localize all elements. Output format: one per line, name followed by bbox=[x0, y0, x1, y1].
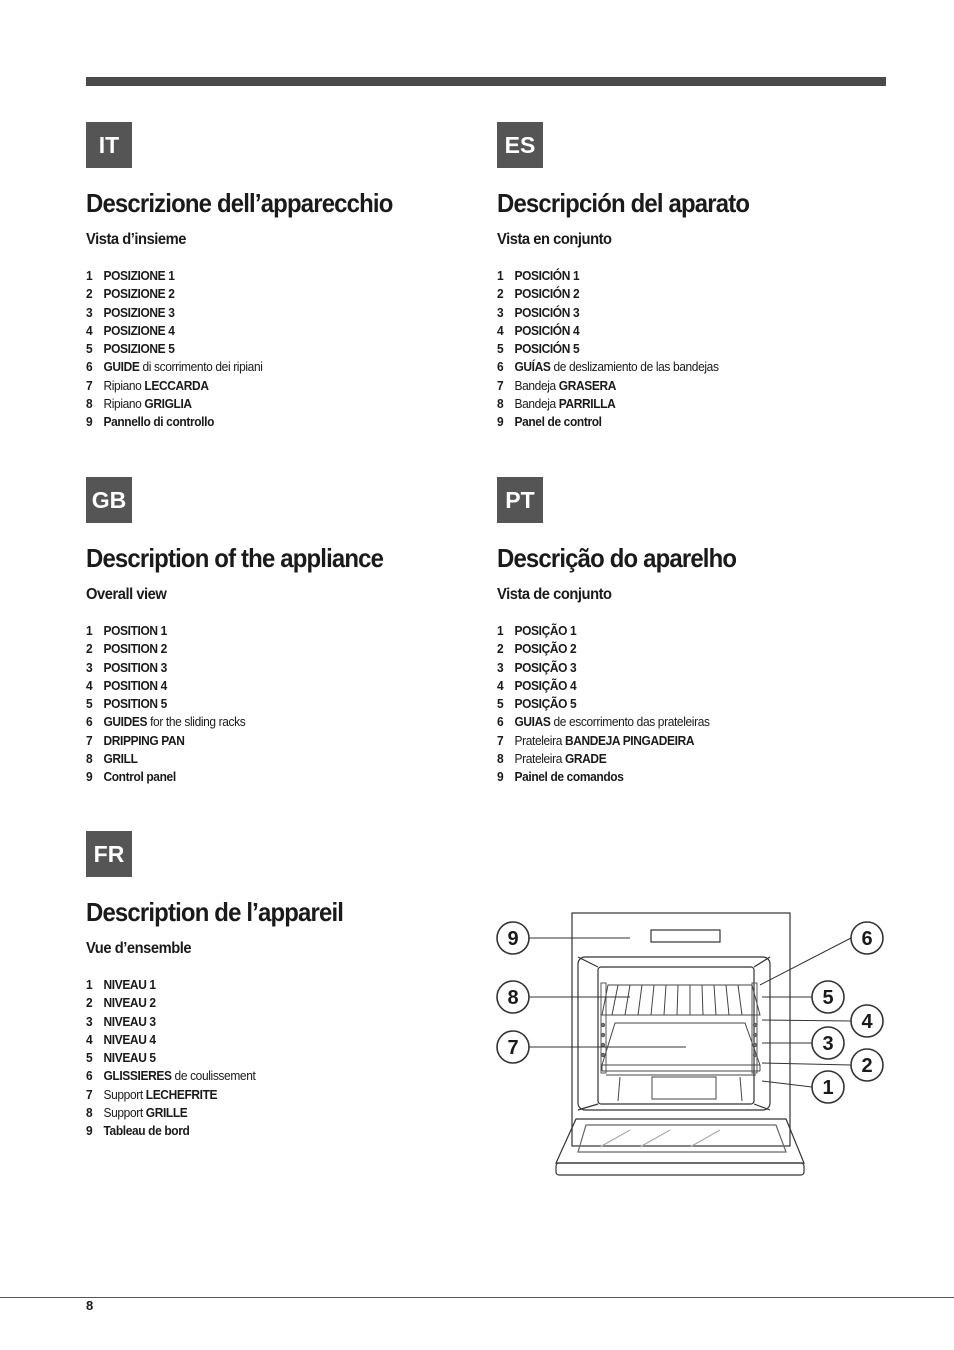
item-label: POSICIÓN 1 bbox=[514, 268, 580, 283]
item-number: 8 bbox=[497, 750, 504, 766]
list-item bbox=[86, 768, 472, 786]
item-label: POSICIÓN 2 bbox=[514, 286, 580, 302]
item-label: DRIPPING PAN bbox=[103, 732, 185, 748]
item-prefix: Prateleira bbox=[514, 750, 565, 766]
item-number: 8 bbox=[497, 395, 504, 411]
callout-label: 4 bbox=[861, 1011, 873, 1033]
item-label: GLISSIERES bbox=[103, 1068, 172, 1084]
item-number: 6 bbox=[497, 714, 504, 730]
item-number: 5 bbox=[86, 696, 93, 711]
item-number: 9 bbox=[86, 1123, 93, 1138]
item-description: di scorrimento dei ripiani bbox=[139, 359, 263, 375]
section-subtitle-pt: Vista de conjunto bbox=[497, 586, 612, 603]
section-title-gb: Description of the appliance bbox=[86, 543, 384, 573]
item-number: 9 bbox=[497, 769, 504, 784]
list-item bbox=[86, 1086, 472, 1104]
item-label: POSIZIONE 4 bbox=[103, 322, 175, 338]
section-es bbox=[497, 122, 917, 431]
item-number: 7 bbox=[86, 377, 93, 393]
item-label: POSIZIONE 1 bbox=[103, 268, 175, 283]
list-item bbox=[497, 659, 883, 677]
item-label: GRILLE bbox=[145, 1104, 188, 1120]
section-subtitle-it: Vista d’insieme bbox=[86, 231, 187, 248]
item-label: BANDEJA PINGADEIRA bbox=[564, 732, 695, 748]
item-prefix: Prateleira bbox=[514, 732, 565, 748]
item-number: 5 bbox=[497, 696, 504, 711]
item-number: 3 bbox=[497, 659, 504, 675]
item-label: GRIGLIA bbox=[144, 395, 192, 411]
item-number: 5 bbox=[86, 1050, 93, 1065]
item-description: de escorrimento das prateleiras bbox=[550, 714, 710, 730]
section-title-es: Descripción del aparato bbox=[497, 188, 750, 218]
item-number: 1 bbox=[86, 977, 93, 992]
section-pt bbox=[497, 477, 917, 786]
item-number: 2 bbox=[86, 641, 93, 657]
item-label: POSIÇÃO 3 bbox=[514, 659, 577, 675]
item-description: de coulissement bbox=[171, 1068, 256, 1084]
section-title-pt: Descrição do aparelho bbox=[497, 543, 737, 573]
item-label: POSIZIONE 2 bbox=[103, 286, 175, 302]
item-label: POSICIÓN 5 bbox=[514, 341, 580, 356]
control-panel-display bbox=[651, 930, 720, 942]
item-label: POSITION 1 bbox=[103, 623, 167, 638]
list-item bbox=[86, 622, 472, 640]
list-item bbox=[86, 395, 472, 413]
item-number: 4 bbox=[497, 677, 504, 693]
item-list-es bbox=[497, 267, 917, 431]
item-label: NIVEAU 4 bbox=[103, 1031, 156, 1047]
grill-rack bbox=[602, 985, 760, 1015]
item-number: 4 bbox=[497, 322, 504, 338]
item-label: NIVEAU 2 bbox=[103, 995, 156, 1011]
list-item bbox=[86, 994, 472, 1012]
list-item bbox=[497, 713, 883, 731]
oven-door bbox=[556, 1119, 804, 1175]
list-item bbox=[497, 677, 883, 695]
list-item bbox=[497, 340, 883, 358]
list-item bbox=[497, 695, 883, 713]
section-title-it: Descrizione dell’apparecchio bbox=[86, 188, 393, 218]
item-label: POSICIÓN 3 bbox=[514, 304, 580, 320]
item-number: 6 bbox=[86, 714, 93, 730]
item-label: GUIDE bbox=[103, 359, 140, 375]
callout-label: 2 bbox=[861, 1055, 873, 1077]
item-prefix: Support bbox=[103, 1104, 146, 1120]
item-prefix: Bandeja bbox=[514, 395, 559, 411]
item-label: GRILL bbox=[103, 750, 138, 766]
list-item bbox=[497, 285, 883, 303]
item-list-fr bbox=[86, 976, 506, 1140]
item-number: 1 bbox=[497, 268, 504, 283]
item-label: POSIÇÃO 2 bbox=[514, 641, 577, 657]
item-label: POSIÇÃO 4 bbox=[514, 677, 577, 693]
item-number: 4 bbox=[86, 677, 93, 693]
callout-label: 6 bbox=[861, 928, 873, 950]
callout-label: 7 bbox=[507, 1037, 519, 1059]
item-label: Panel de control bbox=[514, 414, 602, 429]
list-item bbox=[497, 640, 883, 658]
list-item bbox=[86, 677, 472, 695]
footer-divider bbox=[0, 1297, 954, 1298]
item-number: 4 bbox=[86, 1031, 93, 1047]
list-item bbox=[86, 1122, 472, 1140]
item-label: POSICIÓN 4 bbox=[514, 322, 580, 338]
item-label: POSITION 4 bbox=[103, 677, 167, 693]
item-number: 7 bbox=[497, 732, 504, 748]
list-item bbox=[497, 768, 883, 786]
list-item bbox=[86, 1104, 472, 1122]
list-item bbox=[86, 1013, 472, 1031]
item-number: 9 bbox=[497, 414, 504, 429]
page-number: 8 bbox=[86, 1298, 94, 1313]
list-item bbox=[497, 267, 883, 285]
language-badge-gb: GB bbox=[86, 477, 132, 523]
section-gb bbox=[86, 477, 506, 786]
list-item bbox=[86, 732, 472, 750]
item-prefix: Ripiano bbox=[103, 395, 145, 411]
list-item bbox=[86, 1067, 472, 1085]
item-number: 2 bbox=[86, 286, 93, 302]
list-item bbox=[86, 750, 472, 768]
item-number: 5 bbox=[497, 341, 504, 356]
item-number: 1 bbox=[86, 268, 93, 283]
section-fr bbox=[86, 831, 506, 1140]
item-label: POSIZIONE 5 bbox=[103, 341, 175, 356]
list-item bbox=[497, 358, 883, 376]
item-label: Control panel bbox=[103, 769, 176, 784]
list-item bbox=[86, 713, 472, 731]
lower-rack bbox=[606, 1075, 756, 1101]
item-number: 1 bbox=[497, 623, 504, 638]
item-number: 6 bbox=[86, 359, 93, 375]
item-number: 6 bbox=[86, 1068, 93, 1084]
item-prefix: Support bbox=[103, 1086, 146, 1102]
callout-label: 8 bbox=[507, 987, 519, 1009]
list-item bbox=[86, 976, 472, 994]
callout-label: 5 bbox=[822, 987, 834, 1009]
item-number: 4 bbox=[86, 322, 93, 338]
item-label: NIVEAU 5 bbox=[103, 1050, 156, 1065]
item-label: Pannello di controllo bbox=[103, 414, 215, 429]
list-item bbox=[86, 322, 472, 340]
section-subtitle-fr: Vue d’ensemble bbox=[86, 940, 192, 957]
item-number: 7 bbox=[86, 1086, 93, 1102]
list-item bbox=[497, 732, 883, 750]
list-item bbox=[86, 640, 472, 658]
item-number: 3 bbox=[86, 659, 93, 675]
section-subtitle-es: Vista en conjunto bbox=[497, 231, 612, 248]
item-number: 9 bbox=[86, 769, 93, 784]
item-number: 2 bbox=[86, 995, 93, 1011]
item-label: GUÍAS bbox=[514, 359, 551, 375]
list-item bbox=[86, 304, 472, 322]
item-label: GUIDES bbox=[103, 714, 148, 730]
callout-label: 3 bbox=[822, 1033, 834, 1055]
item-list-gb bbox=[86, 622, 506, 786]
language-badge-fr: FR bbox=[86, 831, 132, 877]
list-item bbox=[86, 267, 472, 285]
item-label: NIVEAU 1 bbox=[103, 977, 156, 992]
oven-cavity bbox=[598, 967, 754, 1104]
section-it bbox=[86, 122, 506, 431]
language-badge-it: IT bbox=[86, 122, 132, 168]
item-label: Tableau de bord bbox=[103, 1123, 190, 1138]
list-item bbox=[497, 413, 883, 431]
list-item bbox=[497, 377, 883, 395]
list-item bbox=[86, 340, 472, 358]
item-label: POSITION 2 bbox=[103, 641, 167, 657]
list-item bbox=[86, 1031, 472, 1049]
item-number: 2 bbox=[497, 641, 504, 657]
item-prefix: Bandeja bbox=[514, 377, 559, 393]
item-number: 3 bbox=[86, 1013, 93, 1029]
item-label: LECCARDA bbox=[144, 377, 209, 393]
top-divider-bar bbox=[86, 77, 886, 86]
callout-label: 9 bbox=[507, 928, 519, 950]
item-label: POSITION 5 bbox=[103, 696, 167, 711]
list-item bbox=[497, 322, 883, 340]
list-item bbox=[497, 304, 883, 322]
item-list-it bbox=[86, 267, 506, 431]
list-item bbox=[86, 285, 472, 303]
list-item bbox=[497, 622, 883, 640]
item-label: POSIÇÃO 1 bbox=[514, 623, 577, 638]
item-label: POSITION 3 bbox=[103, 659, 167, 675]
item-number: 7 bbox=[86, 732, 93, 748]
language-badge-es: ES bbox=[497, 122, 543, 168]
callout-label: 1 bbox=[822, 1077, 834, 1099]
item-number: 3 bbox=[86, 304, 93, 320]
item-number: 8 bbox=[86, 395, 93, 411]
item-label: Painel de comandos bbox=[514, 769, 624, 784]
item-number: 8 bbox=[86, 750, 93, 766]
item-description: for the sliding racks bbox=[147, 714, 246, 730]
item-number: 6 bbox=[497, 359, 504, 375]
oven-diagram bbox=[490, 905, 890, 1190]
item-number: 5 bbox=[86, 341, 93, 356]
item-number: 7 bbox=[497, 377, 504, 393]
list-item bbox=[86, 695, 472, 713]
section-subtitle-gb: Overall view bbox=[86, 586, 167, 603]
item-label: GUIAS bbox=[514, 714, 551, 730]
section-title-fr: Description de l’appareil bbox=[86, 897, 344, 927]
item-label: POSIÇÃO 5 bbox=[514, 696, 577, 711]
language-badge-pt: PT bbox=[497, 477, 543, 523]
item-number: 3 bbox=[497, 304, 504, 320]
item-description: de deslizamiento de las bandejas bbox=[550, 359, 719, 375]
list-item bbox=[86, 358, 472, 376]
item-prefix: Ripiano bbox=[103, 377, 145, 393]
item-number: 9 bbox=[86, 414, 93, 429]
item-label: GRASERA bbox=[558, 377, 616, 393]
item-label: NIVEAU 3 bbox=[103, 1013, 156, 1029]
item-label: GRADE bbox=[564, 750, 607, 766]
item-number: 1 bbox=[86, 623, 93, 638]
item-list-pt bbox=[497, 622, 917, 786]
item-number: 2 bbox=[497, 286, 504, 302]
item-number: 8 bbox=[86, 1104, 93, 1120]
item-label: PARRILLA bbox=[558, 395, 616, 411]
item-label: POSIZIONE 3 bbox=[103, 304, 175, 320]
list-item bbox=[86, 413, 472, 431]
list-item bbox=[86, 659, 472, 677]
list-item bbox=[497, 395, 883, 413]
list-item bbox=[86, 377, 472, 395]
list-item bbox=[86, 1049, 472, 1067]
item-label: LECHEFRITE bbox=[145, 1086, 218, 1102]
list-item bbox=[497, 750, 883, 768]
